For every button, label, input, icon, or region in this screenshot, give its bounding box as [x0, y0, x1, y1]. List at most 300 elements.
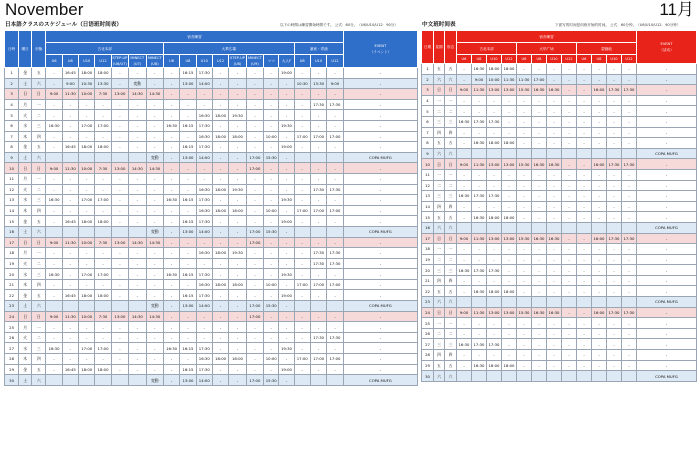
time-cell: - [577, 106, 592, 117]
table-row [5, 68, 418, 79]
time-cell: 16:30 [532, 233, 547, 244]
jp-head-col: U10 [79, 55, 95, 68]
time-cell: - [146, 279, 163, 290]
time-cell: - [246, 258, 263, 269]
time-cell: 16:30 [163, 269, 179, 280]
table-row [422, 233, 697, 244]
time-cell: - [229, 216, 246, 227]
time-cell: - [229, 311, 246, 322]
time-cell: - [212, 258, 228, 269]
time-cell: 16:45 [62, 216, 78, 227]
time-cell: - [532, 265, 547, 276]
cancelled-cell [532, 371, 547, 382]
time-cell: - [532, 180, 547, 191]
time-cell: - [146, 216, 163, 227]
time-cell: 7:30 [95, 237, 111, 248]
event-cell: - [637, 244, 697, 255]
time-cell: - [502, 201, 517, 212]
table-row [422, 95, 697, 106]
table-row [5, 152, 418, 163]
day-cell: 15 [5, 216, 19, 227]
time-cell: - [457, 318, 472, 329]
time-cell: - [246, 131, 263, 142]
time-cell: - [547, 180, 562, 191]
time-cell: - [502, 328, 517, 339]
weekday-cell: 火 [19, 110, 32, 121]
day-cell: 8 [5, 142, 19, 153]
type-cell: 一 [32, 99, 46, 110]
time-cell: - [502, 339, 517, 350]
time-cell: - [95, 248, 111, 259]
time-cell: - [592, 275, 607, 286]
time-cell: - [111, 131, 128, 142]
time-cell: 13:00 [111, 163, 128, 174]
jp-section-title: 日本語クラスのスケジュール（日语班时间表） [5, 22, 122, 28]
time-cell: - [327, 269, 344, 280]
table-row [422, 201, 697, 212]
time-cell: - [62, 184, 78, 195]
time-cell: - [547, 64, 562, 75]
time-cell: - [229, 237, 246, 248]
type-cell: 四 [32, 131, 46, 142]
time-cell: 17:30 [327, 332, 344, 343]
cancelled-cell [327, 152, 344, 163]
time-cell: - [517, 95, 532, 106]
type-cell: 三 [445, 265, 457, 276]
event-cell: - [343, 120, 417, 131]
weekday-cell: 水 [19, 120, 32, 131]
time-cell: 15:30 [264, 152, 279, 163]
time-cell: - [212, 152, 228, 163]
cancelled-cell [62, 301, 78, 312]
event-cell: - [637, 180, 697, 191]
time-cell: - [180, 332, 196, 343]
time-cell: - [111, 290, 128, 301]
time-cell: 17:30 [196, 120, 212, 131]
event-cell: - [637, 254, 697, 265]
time-cell: 19:30 [279, 269, 294, 280]
time-cell: - [457, 64, 472, 75]
time-cell: 17:30 [472, 265, 487, 276]
table-row [5, 279, 418, 290]
cancelled-cell [577, 148, 592, 159]
cancelled-cell [46, 152, 62, 163]
time-cell: - [472, 275, 487, 286]
time-cell: - [532, 328, 547, 339]
time-cell: - [163, 205, 179, 216]
time-cell: - [517, 350, 532, 361]
time-cell: - [547, 95, 562, 106]
event-cell: - [343, 195, 417, 206]
time-cell: - [547, 244, 562, 255]
jp-head-col: MINECT (U9) [247, 56, 262, 66]
time-cell: 19:30 [279, 343, 294, 354]
time-cell: - [532, 201, 547, 212]
weekday-cell: 月 [19, 322, 32, 333]
time-cell: - [294, 248, 310, 259]
time-cell: - [562, 74, 577, 85]
time-cell: 19:00 [279, 290, 294, 301]
time-cell: - [279, 354, 294, 365]
type-cell: 六 [32, 301, 46, 312]
time-cell: - [279, 78, 294, 89]
time-cell: - [577, 265, 592, 276]
time-cell: - [111, 269, 128, 280]
time-cell: - [327, 237, 344, 248]
time-cell: 17:30 [487, 116, 502, 127]
time-cell: - [246, 354, 263, 365]
time-cell: 17:00 [327, 205, 344, 216]
time-cell: 9:00 [457, 307, 472, 318]
event-cell: - [637, 307, 697, 318]
jp-head-group: 浦東・青浦 [294, 43, 343, 55]
weekday-cell: 六 [434, 74, 445, 85]
weekday-cell: 一 [434, 318, 445, 329]
time-cell: - [562, 286, 577, 297]
cancelled-cell [62, 375, 78, 386]
time-cell: - [517, 328, 532, 339]
time-cell: - [577, 127, 592, 138]
event-cell: - [343, 343, 417, 354]
cn-head-col: U6 [457, 55, 472, 64]
time-cell: - [592, 64, 607, 75]
table-row [422, 244, 697, 255]
time-cell: - [279, 279, 294, 290]
weekday-cell: 土 [19, 152, 32, 163]
time-cell: - [457, 138, 472, 149]
cancelled-cell [592, 371, 607, 382]
time-cell: - [264, 110, 279, 121]
event-cell: - [343, 332, 417, 343]
time-cell: - [196, 173, 212, 184]
time-cell: - [163, 226, 179, 237]
time-cell: - [79, 279, 95, 290]
time-cell: 17:30 [472, 116, 487, 127]
time-cell: 18:00 [229, 354, 246, 365]
event-cell: - [637, 106, 697, 117]
cancelled-cell [532, 148, 547, 159]
event-cell: COPA MUFG [637, 371, 697, 382]
time-cell: - [129, 258, 146, 269]
time-cell: - [327, 89, 344, 100]
time-cell: - [592, 265, 607, 276]
weekday-cell: 金 [19, 68, 32, 79]
time-cell: - [457, 286, 472, 297]
time-cell: - [146, 364, 163, 375]
time-cell: - [502, 244, 517, 255]
time-cell: 19:00 [279, 68, 294, 79]
time-cell: - [111, 322, 128, 333]
time-cell: 13:30 [95, 78, 111, 89]
cancelled-cell [502, 222, 517, 233]
event-cell: COPA MUFG [343, 226, 417, 237]
time-cell: - [310, 216, 326, 227]
time-cell: - [577, 191, 592, 202]
time-cell: - [327, 322, 344, 333]
type-cell: 五 [32, 68, 46, 79]
cancelled-cell [607, 371, 622, 382]
time-cell: - [62, 248, 78, 259]
table-row [5, 163, 418, 174]
time-cell: - [163, 364, 179, 375]
time-cell: - [212, 343, 228, 354]
time-cell: - [622, 318, 637, 329]
time-cell: - [487, 201, 502, 212]
table-row [5, 99, 418, 110]
time-cell: - [46, 68, 62, 79]
cancelled-cell [547, 148, 562, 159]
time-cell: - [212, 226, 228, 237]
time-cell: - [562, 191, 577, 202]
cancelled-cell [487, 297, 502, 308]
time-cell: - [607, 138, 622, 149]
table-row [422, 180, 697, 191]
table-row [422, 85, 697, 96]
weekday-cell: 木 [19, 354, 32, 365]
time-cell: - [180, 279, 196, 290]
table-row [5, 364, 418, 375]
cancelled-cell [294, 301, 310, 312]
jp-head-group: 大華広場 [163, 43, 294, 55]
time-cell: - [246, 68, 263, 79]
time-cell: - [622, 286, 637, 297]
time-cell: - [212, 364, 228, 375]
cn-head-type: 形态 [445, 31, 457, 64]
time-cell: - [62, 269, 78, 280]
weekday-cell: 日 [19, 237, 32, 248]
cn-head-col: U12 [622, 55, 637, 64]
time-cell: - [592, 180, 607, 191]
time-cell: - [180, 311, 196, 322]
time-cell: - [310, 68, 326, 79]
time-cell: - [111, 142, 128, 153]
time-cell: - [146, 343, 163, 354]
time-cell: - [294, 110, 310, 121]
type-cell: 六 [445, 371, 457, 382]
time-cell: 変動 [129, 78, 146, 89]
cancelled-cell [129, 226, 146, 237]
day-cell: 13 [422, 191, 434, 202]
day-cell: 21 [422, 275, 434, 286]
time-cell: - [129, 269, 146, 280]
day-cell: 5 [5, 110, 19, 121]
cancelled-cell [46, 226, 62, 237]
time-cell: - [46, 364, 62, 375]
time-cell: 17:30 [310, 258, 326, 269]
cancelled-cell [79, 375, 95, 386]
time-cell: - [111, 216, 128, 227]
weekday-cell: 水 [19, 195, 32, 206]
time-cell: 16:15 [180, 290, 196, 301]
time-cell: - [129, 279, 146, 290]
time-cell: 17:00 [327, 279, 344, 290]
time-cell: - [607, 360, 622, 371]
time-cell: - [264, 184, 279, 195]
type-cell: 三 [32, 343, 46, 354]
time-cell: - [592, 74, 607, 85]
time-cell: 11:30 [62, 163, 78, 174]
event-cell: - [637, 212, 697, 223]
cancelled-cell [327, 301, 344, 312]
type-cell: 日 [32, 89, 46, 100]
time-cell: 16:30 [472, 286, 487, 297]
cancelled-cell [622, 371, 637, 382]
time-cell: 16:30 [46, 120, 62, 131]
cancelled-cell [502, 148, 517, 159]
cancelled-cell [294, 375, 310, 386]
jp-head-col: STEP-UP (U8) [230, 56, 245, 66]
time-cell: 15:30 [517, 159, 532, 170]
time-cell: - [229, 173, 246, 184]
time-cell: - [547, 275, 562, 286]
time-cell: 18:00 [502, 64, 517, 75]
time-cell: - [562, 180, 577, 191]
time-cell: - [577, 201, 592, 212]
time-cell: 18:00 [212, 131, 228, 142]
event-cell: - [343, 269, 417, 280]
time-cell: - [196, 311, 212, 322]
event-cell: - [637, 95, 697, 106]
type-cell: 六 [445, 297, 457, 308]
time-cell: - [46, 173, 62, 184]
day-cell: 30 [422, 371, 434, 382]
time-cell: - [229, 332, 246, 343]
time-cell: - [622, 328, 637, 339]
time-cell: - [163, 99, 179, 110]
time-cell: - [246, 120, 263, 131]
time-cell: - [146, 205, 163, 216]
time-cell: 14:00 [196, 301, 212, 312]
event-cell: - [343, 110, 417, 121]
time-cell: - [279, 301, 294, 312]
time-cell: - [129, 131, 146, 142]
time-cell: - [111, 248, 128, 259]
cancelled-cell [547, 371, 562, 382]
table-row [422, 265, 697, 276]
cancelled-cell [622, 148, 637, 159]
time-cell: - [517, 106, 532, 117]
time-cell: - [517, 180, 532, 191]
time-cell: - [622, 74, 637, 85]
time-cell: 9:00 [457, 159, 472, 170]
time-cell: 16:30 [163, 120, 179, 131]
cancelled-cell [487, 148, 502, 159]
time-cell: - [46, 78, 62, 89]
time-cell: - [622, 191, 637, 202]
event-cell: - [637, 74, 697, 85]
time-cell: 18:00 [212, 248, 228, 259]
time-cell: 14:00 [196, 152, 212, 163]
weekday-cell: 金 [19, 216, 32, 227]
cancelled-cell [577, 297, 592, 308]
type-cell: 四 [445, 350, 457, 361]
time-cell: - [502, 127, 517, 138]
time-cell: 9:00 [472, 74, 487, 85]
weekday-cell: 一 [434, 244, 445, 255]
cancelled-cell [547, 222, 562, 233]
table-row [422, 360, 697, 371]
time-cell: 17:00 [79, 343, 95, 354]
time-cell: - [180, 248, 196, 259]
time-cell: - [246, 173, 263, 184]
day-cell: 25 [5, 322, 19, 333]
time-cell: - [79, 258, 95, 269]
time-cell: - [294, 68, 310, 79]
type-cell: 五 [445, 360, 457, 371]
time-cell: - [62, 322, 78, 333]
time-cell: - [163, 78, 179, 89]
type-cell: 四 [32, 279, 46, 290]
time-cell: - [229, 152, 246, 163]
weekday-cell: 月 [19, 99, 32, 110]
jp-schedule-table [4, 30, 418, 386]
cancelled-cell [310, 301, 326, 312]
jp-head-col: U12 [95, 55, 111, 68]
time-cell: 16:30 [532, 307, 547, 318]
time-cell: - [129, 110, 146, 121]
cancelled-cell [472, 148, 487, 159]
time-cell: 10:00 [264, 279, 279, 290]
weekday-cell: 四 [434, 201, 445, 212]
time-cell: - [532, 64, 547, 75]
time-cell: 16:30 [547, 85, 562, 96]
cancelled-cell [547, 297, 562, 308]
day-cell: 6 [422, 116, 434, 127]
time-cell: 18:00 [95, 216, 111, 227]
time-cell: - [79, 131, 95, 142]
time-cell: - [212, 142, 228, 153]
day-cell: 11 [422, 169, 434, 180]
time-cell: 19:30 [229, 110, 246, 121]
time-cell: - [532, 318, 547, 329]
time-cell: 18:00 [95, 364, 111, 375]
time-cell: - [229, 68, 246, 79]
time-cell: - [517, 116, 532, 127]
time-cell: 15:30 [517, 85, 532, 96]
time-cell: - [111, 354, 128, 365]
table-row [422, 307, 697, 318]
cancelled-cell [111, 301, 128, 312]
time-cell: - [310, 311, 326, 322]
time-cell: - [79, 354, 95, 365]
time-cell: - [129, 332, 146, 343]
weekday-cell: 二 [434, 106, 445, 117]
time-cell: - [46, 332, 62, 343]
time-cell: - [163, 216, 179, 227]
time-cell: 19:30 [229, 248, 246, 259]
time-cell: 11:30 [472, 159, 487, 170]
weekday-cell: 金 [19, 142, 32, 153]
time-cell: - [146, 131, 163, 142]
event-cell: - [343, 173, 417, 184]
time-cell: - [146, 269, 163, 280]
time-cell: - [562, 95, 577, 106]
day-cell: 13 [5, 195, 19, 206]
weekday-cell: 土 [19, 301, 32, 312]
time-cell: - [95, 173, 111, 184]
table-row [5, 89, 418, 100]
event-cell: COPA MUFG [343, 375, 417, 386]
time-cell: - [111, 332, 128, 343]
time-cell: 16:15 [180, 216, 196, 227]
time-cell: 18:00 [212, 205, 228, 216]
time-cell: - [310, 269, 326, 280]
time-cell: - [196, 99, 212, 110]
jp-head-col: U10 [196, 55, 212, 68]
time-cell: - [196, 163, 212, 174]
table-row [5, 184, 418, 195]
time-cell: - [294, 237, 310, 248]
